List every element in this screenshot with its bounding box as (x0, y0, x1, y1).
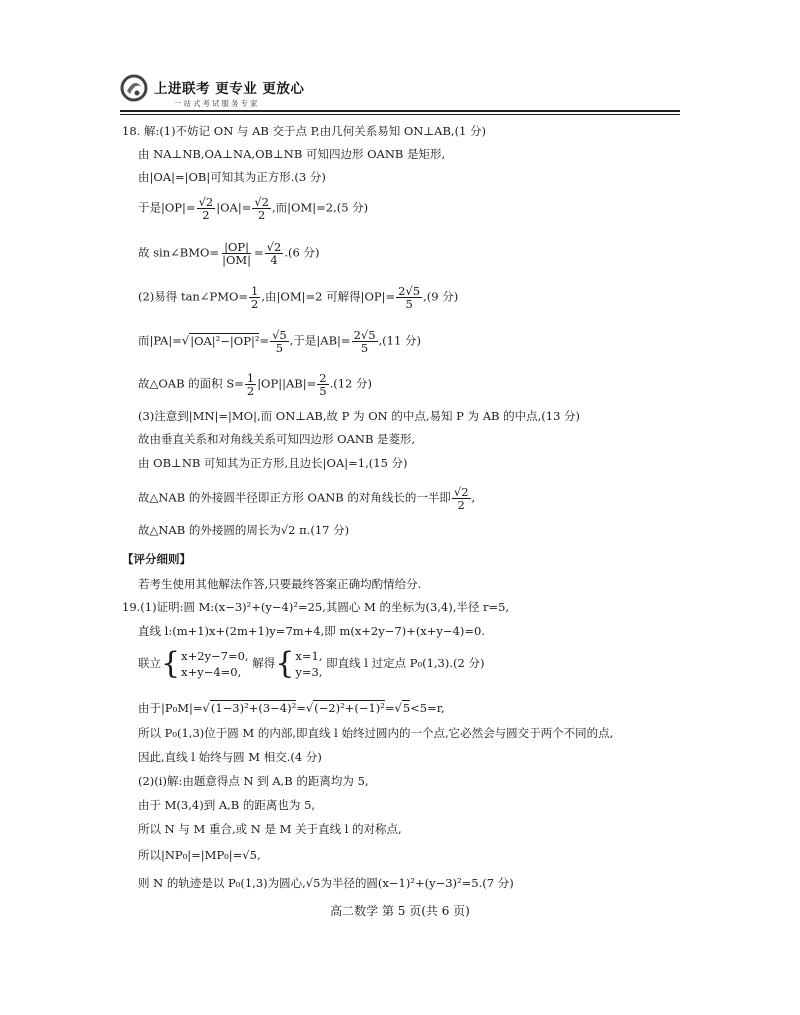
fraction: $\frac{√2}{4}$ (266, 240, 282, 267)
q19-line: 19.(1)证明:圆 M:(x−3)²+(y−4)²=25,其圆心 M 的坐标为(3,4),半径 r=5, (122, 600, 510, 614)
q18-line: (3)注意到|MN|=|MO|,而 ON⊥AB,故 P 为 ON 的中点,易知 P 为 AB 的中点,(13 分) (138, 409, 581, 423)
rubric-title: 【评分细则】 (122, 552, 191, 566)
q19-line: (2)(i)解:由题意得点 N 到 A,B 的距离均为 5, (138, 774, 369, 788)
fraction: $\frac{2√5}{5}$ (353, 328, 376, 355)
q19-line: 所以 N 与 M 重合,或 N 是 M 关于直线 l 的对称点, (138, 822, 402, 836)
brand-tagline: 一站式考试服务专家 (174, 99, 260, 108)
q18-line: 由 OB⊥NB 可知其为正方形,且边长|OA|=1,(15 分) (138, 456, 408, 470)
equation-system: { x+2y−7=0, x+y−4=0, (161, 646, 249, 681)
q18-line: (2)易得 tan∠PMO= $\frac{1}{2}$ ,由|OM|=2 可解得|OP|= $\frac{2√5}{5}$ ,(9 分) (138, 284, 459, 311)
q18-line: 18. 解:(1)不妨记 ON 与 AB 交于点 P,由几何关系易知 ON⊥AB,(1 分) (122, 124, 487, 138)
q18-line: 故 sin∠BMO= $\frac{|OP|}{|OM|}$ = $\frac{√2}{4}$ .(6 分) (138, 240, 320, 267)
fraction: $\frac{√5}{5}$ (272, 328, 287, 355)
q18-line: 故△NAB 的外接圆半径即正方形 OANB 的对角线长的一半即 $\frac{√2}{2}$ , (138, 485, 476, 512)
header-rule-thick (120, 110, 680, 112)
fraction: $\frac{1}{2}$ (246, 371, 255, 398)
q19-line: 则 N 的轨迹是以 P₀(1,3)为圆心,√5为半径的圆(x−1)²+(y−3)²=5.(7 分) (138, 876, 514, 890)
rubric-text: 若考生使用其他解法作答,只要最终答案正确均酌情给分. (138, 577, 422, 591)
fraction: $\frac{|OP|}{|OM|}$ (222, 240, 252, 267)
header-rule-thin (120, 114, 680, 115)
fraction: $\frac{√2}{2}$ (198, 195, 214, 222)
q18-line: 故由垂直关系和对角线关系可知四边形 OANB 是菱形, (138, 432, 416, 446)
page-footer: 高二数学 第 5 页(共 6 页) (330, 904, 470, 918)
brand-slogan: 上进联考 更专业 更放心 (154, 81, 305, 97)
fraction: $\frac{√2}{2}$ (254, 195, 269, 222)
q19-line: 所以 P₀(1,3)位于圆 M 的内部,即直线 l 始终过圆内的一个点,它必然会与圆交于两个不同的点, (138, 726, 614, 740)
fraction: $\frac{√2}{2}$ (453, 485, 469, 512)
fraction: $\frac{1}{2}$ (251, 284, 259, 311)
q18-line: 于是|OP|= $\frac{√2}{2}$ |OA|= $\frac{√2}{2}$ ,而|OM|=2,(5 分) (138, 195, 369, 222)
fraction: $\frac{2√5}{5}$ (398, 284, 421, 311)
q19-line: 联立 { x+2y−7=0, x+y−4=0, 解得 { x=1, y=3, 即直线 l 过定点 P₀(1,3).(2 分) (138, 646, 485, 681)
q18-line: 故△NAB 的外接圆的周长为√2 π.(17 分) (138, 523, 350, 537)
fraction: $\frac{2}{5}$ (319, 371, 327, 398)
page-header (120, 70, 680, 120)
q18-line: 由 NA⊥NB,OA⊥NA,OB⊥NB 可知四边形 OANB 是矩形, (138, 147, 446, 161)
q19-line: 直线 l:(m+1)x+(2m+1)y=7m+4,即 m(x+2y−7)+(x+y−4)=0. (138, 624, 485, 638)
q18-line: 故△OAB 的面积 S= $\frac{1}{2}$ |OP||AB|= $\frac{2}{5}$ .(12 分) (138, 371, 372, 398)
q19-line: 由于 M(3,4)到 A,B 的距离也为 5, (138, 798, 316, 812)
q19-line: 由于|P₀M|=√(1−3)²+(3−4)²=√(−2)²+(−1)²=√5<5=r, (138, 701, 445, 715)
brand-logo-icon (120, 74, 148, 102)
q19-line: 所以|NP₀|=|MP₀|=√5, (138, 848, 261, 862)
equation-system: { x=1, y=3, (275, 646, 323, 681)
q18-line: 由|OA|=|OB|可知其为正方形.(3 分) (138, 170, 326, 184)
q18-line: 而|PA|=√|OA|²−|OP|²= $\frac{√5}{5}$ ,于是|AB|= $\frac{2√5}{5}$ ,(11 分) (138, 328, 421, 355)
q19-line: 因此,直线 l 始终与圆 M 相交.(4 分) (138, 750, 322, 764)
